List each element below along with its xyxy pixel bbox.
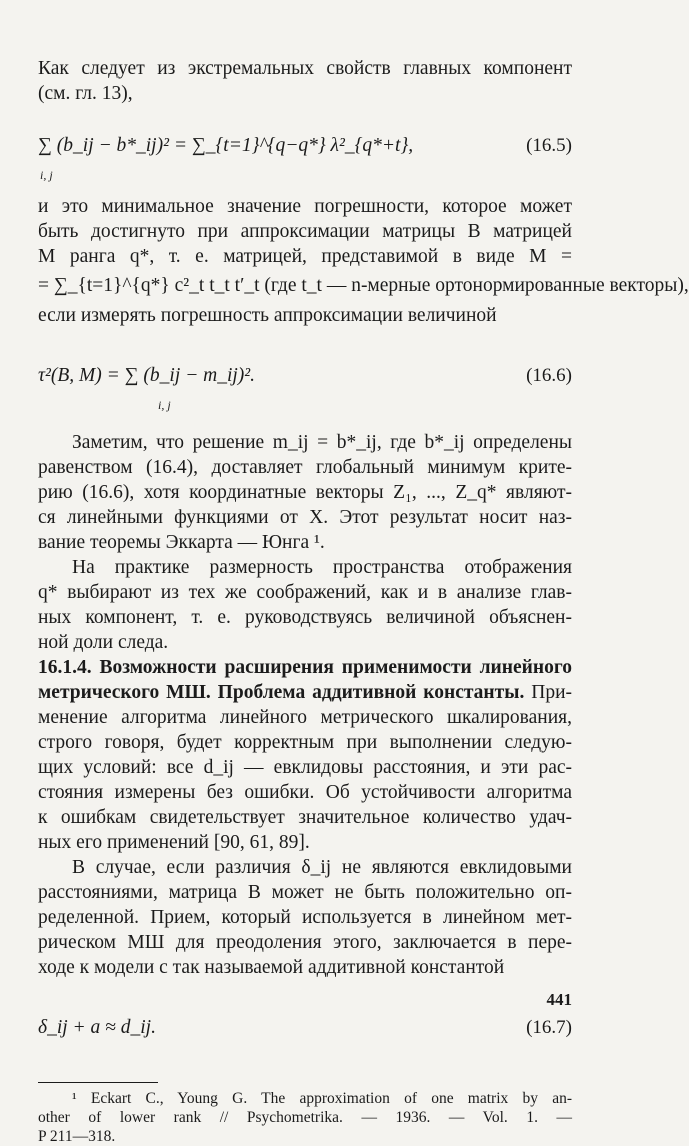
text-line: ся линейными функциями от X. Этот результат носит наз- <box>38 507 572 528</box>
text-line: равенством (16.4), доставляет глобальный минимум крите- <box>38 457 572 478</box>
text-line: быть достигнуто при аппроксимации матрицы B матрицей <box>38 221 572 242</box>
section-heading: 16.1.4. Возможности расширения применимости линейного <box>38 657 572 678</box>
text-line: к ошибкам свидетельствует значительное количество удач- <box>38 807 572 828</box>
equation-expression: τ²(B, M) = ∑ (b_ij − m_ij)². <box>38 365 256 386</box>
equation-16-6 <box>38 354 572 398</box>
equation-number: (16.5) <box>526 135 572 156</box>
footnote-line: ¹ Eckart C., Young G. The approximation of one matrix by an- <box>72 1090 572 1107</box>
text-line: рию (16.6), хотя координатные векторы Z₁, ..., Z_q* являют- <box>38 482 572 503</box>
text-line: строго говоря, будет корректным при выполнении следую- <box>38 732 572 753</box>
text-line: ных компонент, т. е. руководствуясь величиной объяснен- <box>38 607 572 628</box>
section-heading: метрического МШ. Проблема аддитивной константы. <box>38 682 525 703</box>
equation-number: (16.6) <box>526 365 572 386</box>
text-line: расстояниями, матрица B может не быть положительно оп- <box>38 882 572 903</box>
text-line: менение алгоритма линейного метрического шкалирования, <box>38 707 572 728</box>
equation-16-5 <box>38 124 572 168</box>
text-line: щих условий: все d_ij — евклидовы расстояния, и эти рас- <box>38 757 572 778</box>
text-line: Заметим, что решение m_ij = b*_ij, где b*_ij определены <box>72 432 572 453</box>
text-line: рическом МШ для преодоления этого, заключается в пере- <box>38 932 572 953</box>
text-line: = ∑_{t=1}^{q*} c²_t t_t t′_t (где t_t — n-мерные ортонормированные векторы), <box>38 275 689 296</box>
equation-expression: δ_ij + a ≈ d_ij. <box>38 1017 156 1038</box>
text-line: ределенной. Прием, который используется в линейном мет- <box>38 907 572 928</box>
text-line: В случае, если различия δ_ij не являются евклидовыми <box>72 857 572 878</box>
text-line: если измерять погрешность аппроксимации величиной <box>38 305 497 326</box>
page-number: 441 <box>546 990 572 1009</box>
section-heading-line-2 <box>38 680 572 705</box>
text-fragment: При- <box>531 682 573 703</box>
page-body <box>38 56 689 1146</box>
equation-16-7 <box>38 1006 572 1050</box>
text-line: ных его применений [90, 61, 89]. <box>38 832 310 853</box>
footnote-line: P 211—318. <box>38 1128 116 1145</box>
text-line: q* выбирают из тех же соображений, как и в анализе глав- <box>38 582 572 603</box>
sum-subscript: i, j <box>158 398 171 412</box>
text-line: Как следует из экстремальных свойств главных компонент <box>38 58 572 79</box>
text-line: На практике размерность пространства отображения <box>72 557 572 578</box>
text-line: вание теоремы Эккарта — Юнга ¹. <box>38 532 325 553</box>
text-line: (см. гл. 13), <box>38 83 133 104</box>
equation-expression: ∑ (b_ij − b*_ij)² = ∑_{t=1}^{q−q*} λ²_{q*+t}, <box>38 135 414 156</box>
text-line: и это минимальное значение погрешности, которое может <box>38 196 572 217</box>
text-line: стояния измерены без ошибки. Об устойчивости алгоритма <box>38 782 572 803</box>
footnote-line: other of lower rank // Psychometrika. — 1936. — Vol. 1. — <box>38 1109 572 1126</box>
equation-number: (16.7) <box>526 1017 572 1038</box>
text-line: ной доли следа. <box>38 632 169 653</box>
sum-subscript: i, j <box>40 168 53 182</box>
footnote-divider <box>38 1082 158 1083</box>
text-line: M ранга q*, т. е. матрицей, представимой в виде M = <box>38 246 572 267</box>
text-line: ходе к модели с так называемой аддитивной константой <box>38 957 505 978</box>
